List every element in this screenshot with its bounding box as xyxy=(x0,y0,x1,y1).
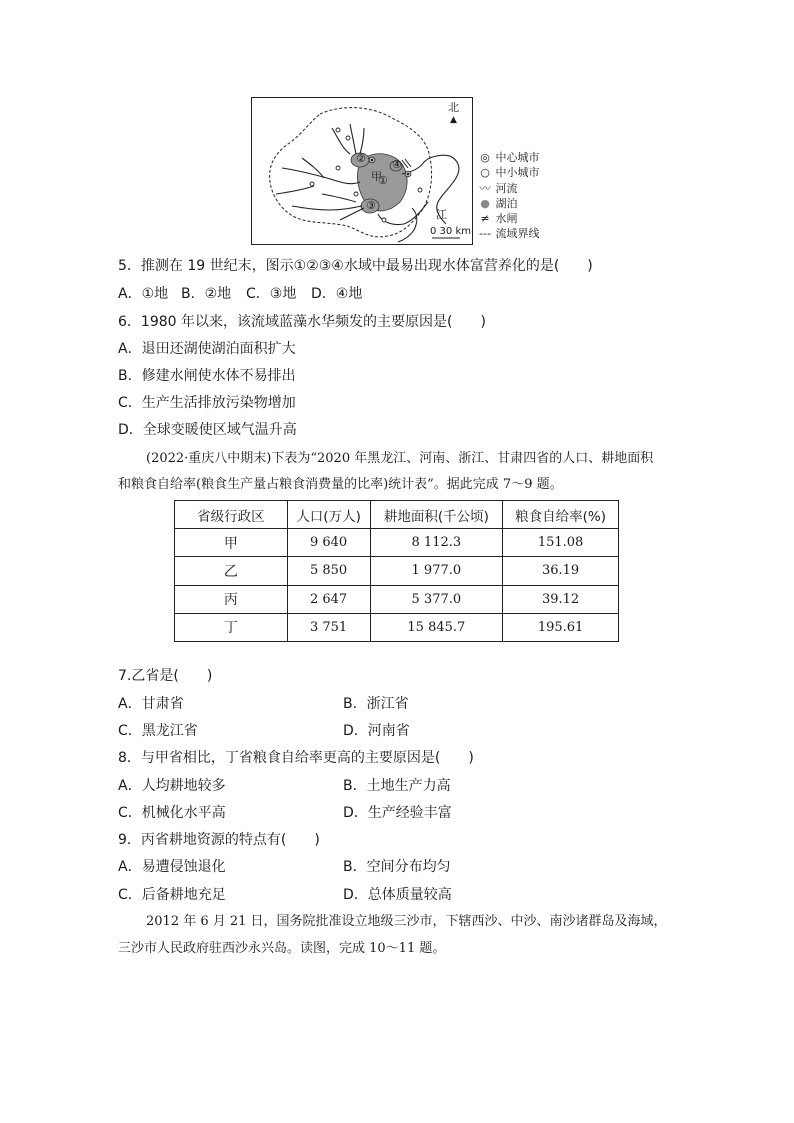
boundary-icon: --- xyxy=(479,227,491,241)
question-5-stem: 5．推测在 19 世纪末，图示①②③④水域中最易出现水体富营养化的是( ) xyxy=(118,258,593,274)
legend-item xyxy=(478,181,540,196)
legend-item xyxy=(478,196,540,211)
table-cell: 2 647 xyxy=(287,585,370,613)
map-label-4: ④ xyxy=(392,158,402,171)
map-label-jiang: 江 xyxy=(436,208,447,221)
table-cell: 丁 xyxy=(175,613,288,641)
table-header: 省级行政区 xyxy=(175,501,288,529)
table-cell: 151.08 xyxy=(503,529,619,557)
question-8-option-c[interactable]: C．机械化水平高 xyxy=(118,805,226,821)
watershed-map-drawing xyxy=(252,98,472,244)
north-label: 北 xyxy=(448,101,459,114)
table-cell: 甲 xyxy=(175,529,288,557)
question-6-option-d[interactable]: D．全球变暖使区域气温升高 xyxy=(118,422,297,438)
legend-label: 中小城市 xyxy=(495,166,540,180)
question-5-option-c[interactable]: C．③地 xyxy=(246,286,297,302)
legend-label: 水闸 xyxy=(495,212,518,226)
table-header: 耕地面积(千公顷) xyxy=(370,501,503,529)
legend-item xyxy=(478,211,540,226)
question-5-option-a[interactable]: A．①地 xyxy=(118,286,169,302)
map-label-2: ② xyxy=(356,152,366,165)
intro-10-11-line-2: 三沙市人民政府驻西沙永兴岛。读图，完成 10～11 题。 xyxy=(118,941,446,956)
map-scale-label: 0 30 km xyxy=(430,226,471,237)
question-8-option-a[interactable]: A．人均耕地较多 xyxy=(118,778,226,794)
lake-icon: ● xyxy=(480,196,490,210)
legend-label: 湖泊 xyxy=(495,196,518,210)
table-header: 粮食自给率(%) xyxy=(503,501,619,529)
watershed-map xyxy=(251,97,473,245)
question-9-option-c[interactable]: C．后备耕地充足 xyxy=(118,887,226,903)
table-cell: 39.12 xyxy=(503,585,619,613)
small-city-icon: ○ xyxy=(480,166,490,180)
legend-item xyxy=(478,165,540,180)
intro-10-11-line-1: 2012 年 6 月 21 日，国务院批准设立地级三沙市，下辖西沙、中沙、南沙诸群岛及海域， xyxy=(146,914,667,929)
table-cell: 5 377.0 xyxy=(370,585,503,613)
table-row xyxy=(175,585,619,613)
question-9-stem: 9．丙省耕地资源的特点有( ) xyxy=(118,832,320,848)
question-7-option-d[interactable]: D．河南省 xyxy=(343,723,410,739)
intro-7-9-line-2: 和粮食自给率(粮食生产量占粮食消费量的比率)统计表”。据此完成 7～9 题。 xyxy=(118,477,563,492)
map-label-3: ③ xyxy=(366,199,376,212)
table-header: 人口(万人) xyxy=(287,501,370,529)
table-cell: 5 850 xyxy=(287,557,370,585)
sluice-icon: ≠ xyxy=(480,212,490,226)
question-7-option-b[interactable]: B．浙江省 xyxy=(343,696,409,712)
question-6-option-b[interactable]: B．修建水闸使水体不易排出 xyxy=(118,368,296,384)
table-cell: 8 112.3 xyxy=(370,529,503,557)
table-cell: 1 977.0 xyxy=(370,557,503,585)
table-cell: 乙 xyxy=(175,557,288,585)
river-icon: 〰 xyxy=(479,181,491,195)
table-cell: 15 845.7 xyxy=(370,613,503,641)
question-8-option-d[interactable]: D．生产经验丰富 xyxy=(343,805,452,821)
question-7-option-a[interactable]: A．甘肃省 xyxy=(118,696,184,712)
table-cell: 9 640 xyxy=(287,529,370,557)
intro-7-9-line-1: (2022·重庆八中期末)下表为“2020 年黑龙江、河南、浙江、甘肃四省的人口、耕地面积 xyxy=(146,451,654,466)
legend-label: 河流 xyxy=(495,181,518,195)
legend-label: 流域界线 xyxy=(495,227,540,241)
map-label-jia: 甲 xyxy=(371,170,382,183)
table-cell: 195.61 xyxy=(503,613,619,641)
center-city-icon: ◎ xyxy=(480,151,490,164)
table-row xyxy=(175,529,619,557)
table-cell: 3 751 xyxy=(287,613,370,641)
map-label-1: ① xyxy=(378,174,388,187)
question-5-option-b[interactable]: B．②地 xyxy=(181,286,232,302)
table-cell: 36.19 xyxy=(503,557,619,585)
question-9-option-d[interactable]: D．总体质量较高 xyxy=(343,887,452,903)
question-8-option-b[interactable]: B．土地生产力高 xyxy=(343,778,451,794)
table-row xyxy=(175,613,619,641)
question-6-stem: 6．1980 年以来，该流域蓝藻水华频发的主要原因是( ) xyxy=(118,314,486,330)
question-5-option-d[interactable]: D．④地 xyxy=(311,286,363,302)
legend-item xyxy=(478,226,540,241)
question-7-option-c[interactable]: C．黑龙江省 xyxy=(118,723,198,739)
legend-item xyxy=(478,150,540,165)
question-8-stem: 8．与甲省相比，丁省粮食自给率更高的主要原因是( ) xyxy=(118,750,474,766)
north-arrow-icon: ▲ xyxy=(450,115,457,125)
north-indicator xyxy=(448,102,459,126)
legend-label: 中心城市 xyxy=(495,151,540,164)
question-9-option-b[interactable]: B．空间分布均匀 xyxy=(343,859,451,875)
question-6-option-c[interactable]: C．生产生活排放污染物增加 xyxy=(118,395,296,411)
table-row xyxy=(175,557,619,585)
question-6-option-a[interactable]: A．退田还湖使湖泊面积扩大 xyxy=(118,341,296,357)
table-cell: 丙 xyxy=(175,585,288,613)
table-header-row xyxy=(175,501,619,529)
question-7-stem: 7.乙省是( ) xyxy=(118,668,213,684)
statistics-table xyxy=(174,500,619,642)
question-9-option-a[interactable]: A．易遭侵蚀退化 xyxy=(118,859,226,875)
map-legend xyxy=(478,150,540,242)
